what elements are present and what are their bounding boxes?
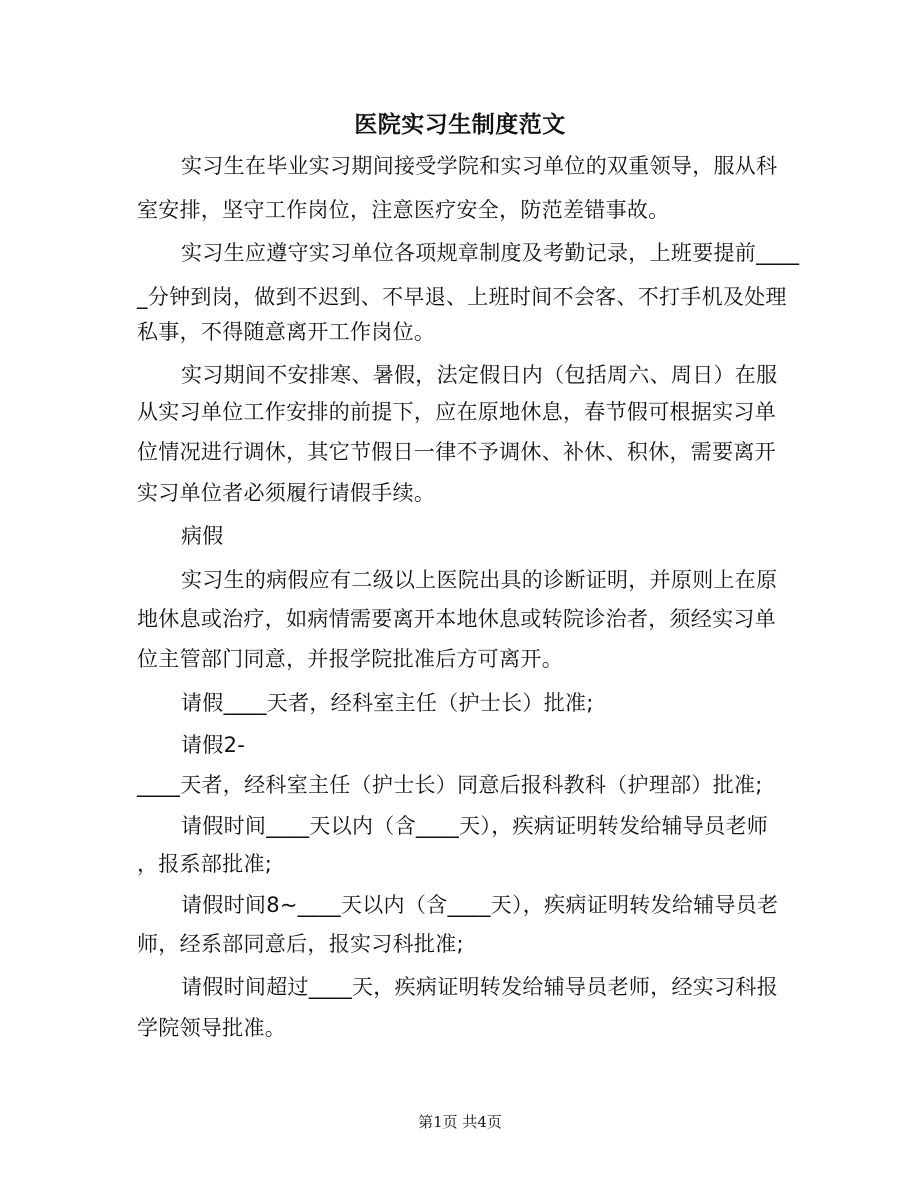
body-line: 师，经系部同意后，报实习科批准; [137,932,464,956]
body-line: 请假2- [181,733,246,757]
page-footer: 第1页 共4页 [418,1113,502,1131]
body-line: 请假____天者，经科室主任（护士长）批准; [181,691,594,715]
body-line: 位主管部门同意，并报学院批准后方可离开。 [137,647,563,671]
body-line: 请假时间超过____天，疾病证明转发给辅导员老师，经实习科报 [181,975,778,999]
body-line: 学院领导批准。 [137,1016,287,1040]
body-line: 请假时间8~____天以内（含____天），疾病证明转发给辅导员老 [181,893,779,917]
document-title: 医院实习生制度范文 [354,112,566,138]
section-heading-sick-leave: 病假 [181,524,224,548]
body-line: 实习生的病假应有二级以上医院出具的诊断证明，并原则上在原 [181,568,778,592]
body-line: 私事，不得随意离开工作岗位。 [137,320,436,344]
body-line: 实习期间不安排寒、暑假，法定假日内（包括周六、周日）在服 [181,363,778,387]
body-line: ____天者，经科室主任（护士长）同意后报科教科（护理部）批准; [137,773,763,797]
body-line: 请假时间____天以内（含____天），疾病证明转发给辅导员老师 [181,814,769,838]
body-line: 实习单位者必须履行请假手续。 [137,481,436,505]
body-line: 室安排，坚守工作岗位，注意医疗安全，防范差错事故。 [137,198,670,222]
body-line: 从实习单位工作安排的前提下，应在原地休息，春节假可根据实习单 [137,400,776,424]
body-line: 位情况进行调休，其它节假日一律不予调休、补休、积休，需要离开 [137,440,776,464]
body-line: 实习生应遵守实习单位各项规章制度及考勤记录，上班要提前____ [181,241,800,265]
body-line: 实习生在毕业实习期间接受学院和实习单位的双重领导，服从科 [181,154,778,178]
body-line: _分钟到岗，做到不迟到、不早退、上班时间不会客、不打手机及处理 [137,285,787,309]
body-line: ，报系部批准; [137,852,273,876]
body-line: 地休息或治疗，如病情需要离开本地休息或转院诊治者，须经实习单 [137,607,776,631]
